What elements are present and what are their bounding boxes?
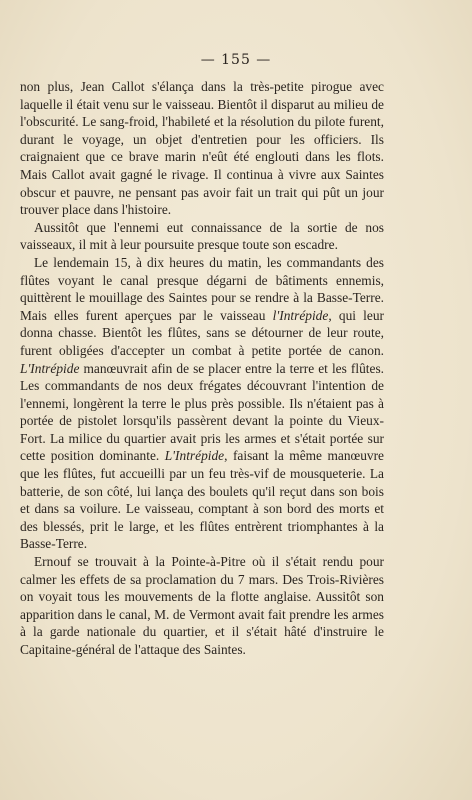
body-text bbox=[20, 78, 384, 659]
text-run: , faisant la même manœuvre que les flûtes, fut accueilli par un feu très-vif de mousqueterie. La batterie, de son côté, lui lança des boulets qu'il reçut dans son bois et dans sa voilure. Le vaisseau, comptant à son bord des morts et des blessés, prit le large, et les flûtes entrèrent triomphantes à la Basse-Terre. bbox=[20, 448, 384, 552]
italic-ship-name: L'Intrépide bbox=[164, 448, 225, 464]
page-number: — 155 — bbox=[200, 52, 272, 68]
paragraph bbox=[20, 78, 384, 219]
text-run: non plus, Jean Callot s'élança dans la très-petite pirogue avec laquelle il était venu sur le vaisseau. Bientôt il disparut au milieu de l'obscurité. Le sang-froid, l'habileté et la résolution du pilote furent, durant le voyage, un objet d'entretien pour les officiers. Ils craignaient que ce brave marin n'eût été englouti dans les flots. Mais Callot avait gagné le rivage. Il continua à vivre aux Saintes obscur et pauvre, ne pensant pas avoir fait un trait qui pût un jour trouver place dans l'histoire. bbox=[20, 79, 384, 218]
italic-ship-name: L'Intrépide bbox=[20, 360, 80, 376]
paragraph bbox=[20, 553, 384, 659]
text-run: , qui leur donna chasse. Bientôt les flûtes, sans se détourner de leur route, furent obligées d'accepter un combat à petite portée de canon. bbox=[20, 307, 385, 358]
text-run: Ernouf se trouvait à la Pointe-à-Pitre où il s'était rendu pour calmer les effets de sa proclamation du 7 mars. Des Trois-Rivières on voyait tous les mouvements de la flotte anglaise. Aussitôt son apparition dans le canal, M. de Vermont avait fait prendre les armes à la garde nationale du quartier, et il s'était hâté d'instruire le Capitaine-général de l'attaque des Saintes. bbox=[20, 554, 384, 657]
text-run: manœuvrait afin de se placer entre la terre et les flûtes. Les commandants de nos deux frégates découvrant l'intention de l'ennemi, longèrent la terre le plus près possible. Ils n'étaient pas à portée de pistolet lorsqu'ils passèrent devant la pointe du Vieux-Fort. La milice du quartier avait pris les armes et s'était portée sur cette position dominante. bbox=[20, 360, 384, 464]
italic-ship-name: l'Intrépide bbox=[272, 307, 329, 323]
paragraph bbox=[20, 219, 384, 254]
paragraph bbox=[20, 254, 384, 553]
text-run: Le lendemain 15, à dix heures du matin, les commandants des flûtes voyant le canal presque dégarni de bâtiments ennemis, quittèrent le mouillage des Saintes pour se rendre à la Basse-Terre. Mais elles furent aperçues par le vaisseau bbox=[20, 254, 384, 323]
text-run: Aussitôt que l'ennemi eut connaissance de la sortie de nos vaisseaux, il mit à leur poursuite presque toute son escadre. bbox=[20, 219, 384, 253]
